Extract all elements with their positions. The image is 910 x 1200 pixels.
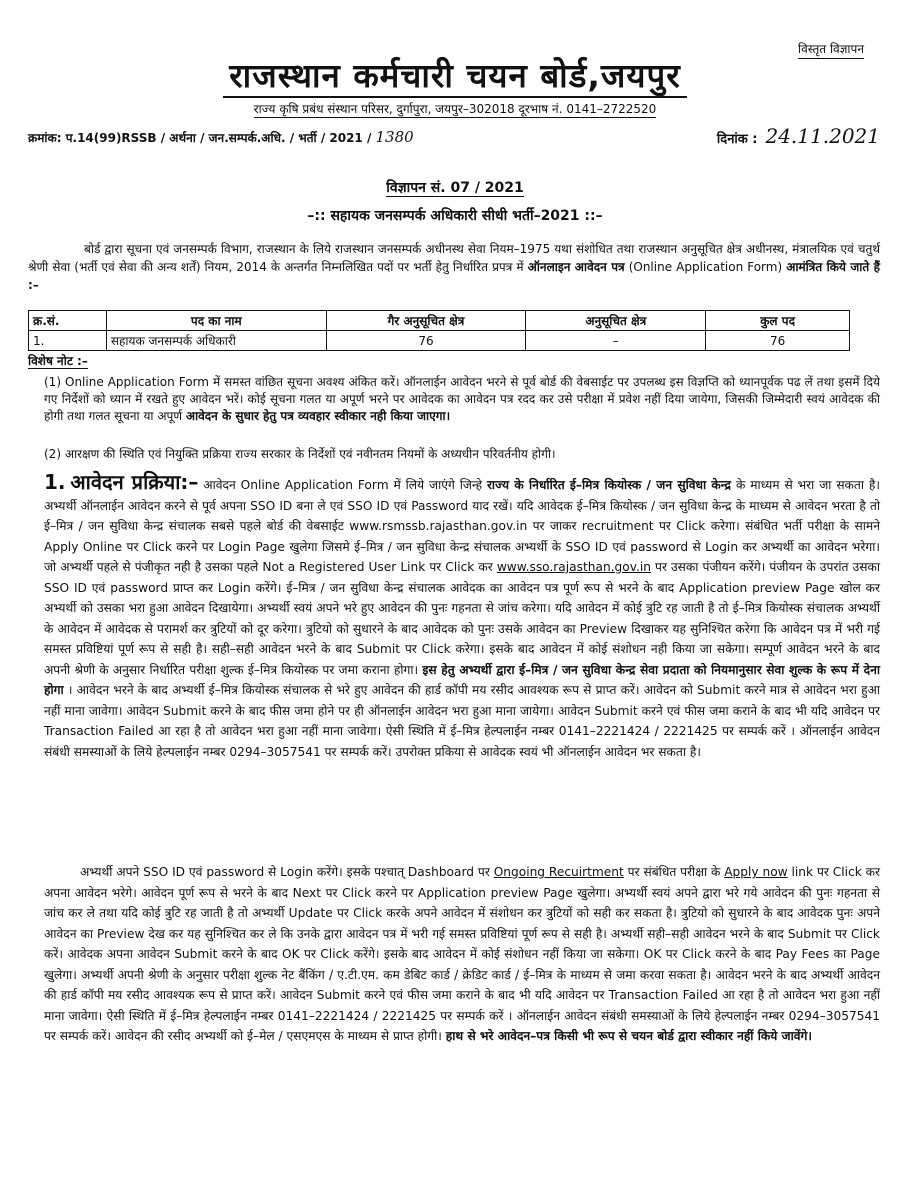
p2-text-a: अभ्यर्थी अपने SSO ID एवं password से Login करेंगे। इसके पश्चात् Dashboard पर (80, 865, 494, 879)
p2-text-b: पर संबंधित परीक्षा के (623, 865, 725, 879)
reference-number (28, 128, 414, 146)
table-row (29, 331, 850, 351)
intro-bold: ऑनलाइन आवेदन पत्र (527, 260, 625, 274)
note-1-text: (1) Online Application Form में समस्त वांछित सूचना अवश्य अंकित करें। ऑनलाईन आवेदन भरने से पूर्व बोर्ड की वेबसाईट पर उपलब्ध इस विज्ञप्ति को ध्यानपूर्वक पढ लें तथा इसमें दिये गए निर्देशों को ध्यान में रखते हुए आवेदन भरें। कोई सूचना गलत या अपूर्ण भरने पर आवेदक का आवेदन पत्र रदद कर उसे परीक्षा में प्रवेश नहीं दिया जायेगा, जिसकी जिम्मेदारी स्वयं आवेदक की होगी तथा गलत सूचना या अपूर्ण (44, 375, 880, 423)
p1-text-d: पर उसका पंजीयन करेंगे। पंजीयन के उपरांत उसका SSO ID एवं password प्राप्त कर Login करेंगे। ई–मित्र / जन सुविधा केन्द्र संचालक आवेदक का आवेदन पत्र पूर्ण रूप से भरने के बाद Application preview Page खोल कर अभ्यर्थी को उसका भरा हुआ आवेदन दिखायेगा। अभ्यर्थी स्वयं अपने भरे हुए आवेदन की पुनः गहनता से जांच करेगा। यदि आवेदन में कोई त्रुटि रह जाती है तो ई–मित्र कियोस्क संचालक अभ्यर्थी के आवेदन में आवेदक से परामर्श कर त्रुटियों को दूर करेगा। त्रुटियो को सुधारने के बाद आवेदक को पुनः उसके आवेदन का Preview दिखाकर यह सुनिश्चित करेगा कि आवेदन पत्र में भरी गई समस्त प्रविष्टियां पूर्ण रूप से सही है। सही–सही आवेदन भरने के बाद Submit पर Click करेगा। इसके बाद आवेदन में कोई संशोधन नही किया जा सकेगा। सम्पूर्ण आवेदन भरने के बाद अपनी श्रेणी के अनुसार निर्धारित परीक्षा शुल्क ई–मित्र कियोस्क पर जमा कराना होगा। (44, 560, 880, 677)
application-process-paragraph-2 (44, 862, 880, 1047)
section-1-number: 1. (44, 470, 66, 494)
intro-text: बोर्ड द्वारा सूचना एवं जनसम्पर्क विभाग, राजस्थान के लिये राजस्थान जनसम्पर्क अधीनस्थ सेवा नियम–1975 यथा संशोधित तथा राजस्थान अनुसूचित क्षेत्र अधीनस्थ, मंत्रालयिक एवं चतुर्थ श्रेणी सेवा (भर्ती एवं सेवा की अन्य शर्तें) नियम, 2014 के अन्तर्गत निम्नलिखित पदों पर भर्ती हेतु निर्धारित प्रपत्र में (28, 242, 880, 274)
p1-bold-e: इस हेतु अभ्यर्थी द्वारा ई–मित्र / जन सुविधा केन्द्र सेवा प्रदाता को नियमानुसार सेवा शुल्क के रूप में देना होगा (44, 662, 880, 697)
note-2: (2) आरक्षण की स्थिति एवं नियुक्ति प्रक्रिया राज्य सरकार के निर्देशों एवं नवीनतम नियमों के अध्यधीन परिवर्तनीय होगी। (44, 447, 556, 461)
detailed-advertisement-badge: विस्तृत विज्ञापन (798, 40, 864, 59)
application-process-paragraph-1 (44, 472, 880, 762)
org-address-text: राज्य कृषि प्रबंध संस्थान परिसर, दुर्गापुरा, जयपुर–302018 दूरभाष नं. 0141–2722520 (253, 102, 657, 116)
intro-bold-2: आमंत्रित किये जाते हैं :– (28, 260, 880, 292)
special-note-heading (28, 352, 88, 369)
posts-table-header (29, 311, 850, 331)
reference-printed: क्रमांक: प.14(99)RSSB / अर्थना / जन.सम्पर्क.अधि. / भर्ती / 2021 / (28, 131, 376, 145)
org-title-text: राजस्थान कर्मचारी चयन बोर्ड,जयपुर (223, 56, 687, 98)
section-1-heading: आवेदन प्रक्रिया:– (70, 470, 199, 494)
header-non-scheduled: गैर अनुसूचित क्षेत्र (326, 311, 526, 331)
date-block (717, 124, 880, 148)
recruitment-title: –:: सहायक जनसम्पर्क अधिकारी सीधी भर्ती–2021 ::– (307, 208, 603, 224)
note-1-bold: आवेदन के सुधार हेतु पत्र व्यवहार स्वीकार नही किया जाएगा। (185, 409, 451, 423)
header-serial: क्र.सं. (29, 311, 107, 331)
p1-text-c: के माध्यम से भरा जा सकता है। अभ्यर्थी ऑनलाईन आवेदन करने से पूर्व अपना SSO ID बना ले एवं SSO ID एवं Password याद रखें। यदि आवेदक ई–मित्र कियोस्क / जन सुविधा केन्द्र के माध्यम से आवेदन भरता है तो ई–मित्र / जन सुविधा केन्द्र संचालक सबसे पहले बोर्ड की वेबसाईट www.rsmssb.rajasthan.gov.in पर जाकर recruitment पर Click करेगा। संबंधित भर्ती परीक्षा के सामने Apply Online पर Click करने पर Login Page खुलेगा जिसमे ई–मित्र / जन सुविधा केन्द्र संचालक अभ्यर्थी के SSO ID एवं password से Login कर अभ्यर्थी का आवेदन भरेगा। जो अभ्यर्थी पहले से पंजीकृत नही है उसका पहले Not a Registered User Link पर Click कर (44, 478, 881, 574)
header-scheduled: अनुसूचित क्षेत्र (526, 311, 706, 331)
reference-handwritten: 1380 (375, 128, 414, 146)
advertisement-number (0, 178, 910, 197)
special-note-heading-text: विशेष नोट :– (28, 354, 88, 368)
p1-text-f: । आवेदन भरने के बाद अभ्यर्थी ई–मित्र कियोस्क संचालक से भरे हुए आवेदन की हार्ड कॉपी मय रसीद आवश्यक रूप से प्राप्त करें। आवेदन को Submit करने मात्र से आवेदन भरा हुआ नहीं माना जावेगा। आवेदन Submit करने के बाद फीस जमा होने पर ही ऑनलाईन आवेदन भरा हुआ माना जायेगा। आवेदन Submit करने एवं फीस जमा कराने के बाद भी यदि आवेदन पर Transaction Failed आ रहा है तो आवेदन भरा हुआ नहीं माना जावेगा। ऐसी स्थिति में ई–मित्र हेल्पलाईन नम्बर 0141–2221424 / 2221425 पर सम्पर्क करें । ऑनलाईन आवेदन संबंधी समस्याओं के लिये हेल्पलाईन नम्बर 0294–3057541 पर सम्पर्क करें। उपरोक्त प्रकिया से आवेदक स्वयं भी ऑनलाईन आवेदन भर सकता है। (44, 683, 880, 759)
cell-non-scheduled: 76 (326, 331, 526, 351)
cell-scheduled: – (526, 331, 706, 351)
sso-website-link[interactable]: www.sso.rajasthan.gov.in (496, 560, 651, 574)
p1-text-a: आवेदन Online Application Form में लिये जाएंगे जिन्हे (203, 478, 487, 492)
advertisement-number-text: विज्ञापन सं. 07 / 2021 (386, 180, 524, 196)
intro-mid: (Online Application Form) (624, 260, 787, 274)
reference-line (28, 124, 880, 148)
note-1 (44, 374, 880, 425)
p1-bold-b: राज्य के निर्धारित ई–मित्र कियोस्क / जन सुविधा केन्द्र (486, 478, 732, 492)
cell-post-name: सहायक जनसम्पर्क अधिकारी (106, 331, 326, 351)
header-total: कुल पद (706, 311, 850, 331)
intro-paragraph (28, 240, 880, 294)
cell-total: 76 (706, 331, 850, 351)
p2-bold-warning: हाथ से भरे आवेदन–पत्र किसी भी रूप से चयन बोर्ड द्वारा स्वीकार नहीं किये जावेंगे। (445, 1029, 812, 1043)
header-post-name: पद का नाम (106, 311, 326, 331)
p2-text-c: link पर Click कर अपना आवेदन भरेगे। आवेदन पूर्ण रूप से भरने के बाद Next पर Click करने पर Application preview Page खुलेगा। अभ्यर्थी स्वयं अपने द्वारा भरे गये आवेदन की पुनः गहनता से जांच कर ले तथा यदि कोई त्रुटि रह जाती है तो अभ्यर्थी Update पर Click करके अपने आवेदन में संशोधन कर त्रुटियों को सही कर सकता है। त्रुटियो को सुधारने के बाद आवेदक पुनः अपने आवेदन का Preview देख कर यह सुनिश्चित कर ले कि उनके द्वारा आवेदन पत्र में भरी गई समस्त प्रविष्टियां पूर्ण रूप से सही है। अभ्यर्थी सही–सही आवेदन भरने के बाद Submit पर Click करें। आवेदक अपना आवेदन Submit करने के बाद OK पर Click करेंगे। इसके बाद आवेदन में कोई संशोधन नहीं किया जा सकेगा। OK पर Click करने के बाद Pay Fees का Page खुलेगा। अभ्यर्थी अपनी श्रेणी के अनुसार परीक्षा शुल्क नेट बैंकिंग / ए.टी.एम. कम डेबिट कार्ड / क्रेडिट कार्ड / ई–मित्र के माध्यम से जमा करवा सकता है। आवेदन भरने के बाद अभ्यर्थी आवेदन की हार्ड कॉपी मय रसीद आवश्यक रूप से प्राप्त करें। आवेदन Submit करने एवं फीस जमा कराने के बाद भी यदि आवेदन पर Transaction Failed आ रहा है तो आवेदन भरा हुआ नहीं माना जावेगा। ऐसी स्थिति में ई–मित्र हेल्पलाईन नम्बर 0141–2221424 / 2221425 पर सम्पर्क करें । ऑनलाईन आवेदन संबंधी समस्याओं के लिये हेल्पलाईन नम्बर 0294–3057541 पर सम्पर्क करें। आवेदन की रसीद अभ्यर्थी को ई–मेल / एसएमएस के माध्यम से प्राप्त होगी। (44, 865, 880, 1043)
posts-table (28, 310, 850, 351)
org-title (0, 52, 910, 97)
org-address (0, 100, 910, 117)
date-label: दिनांक : (716, 132, 758, 147)
cell-serial: 1. (29, 331, 107, 351)
ongoing-recruitment-link: Ongoing Recuirtment (493, 865, 624, 879)
date-value: 24.11.2021 (765, 124, 880, 148)
apply-now-link: Apply now (724, 865, 788, 879)
